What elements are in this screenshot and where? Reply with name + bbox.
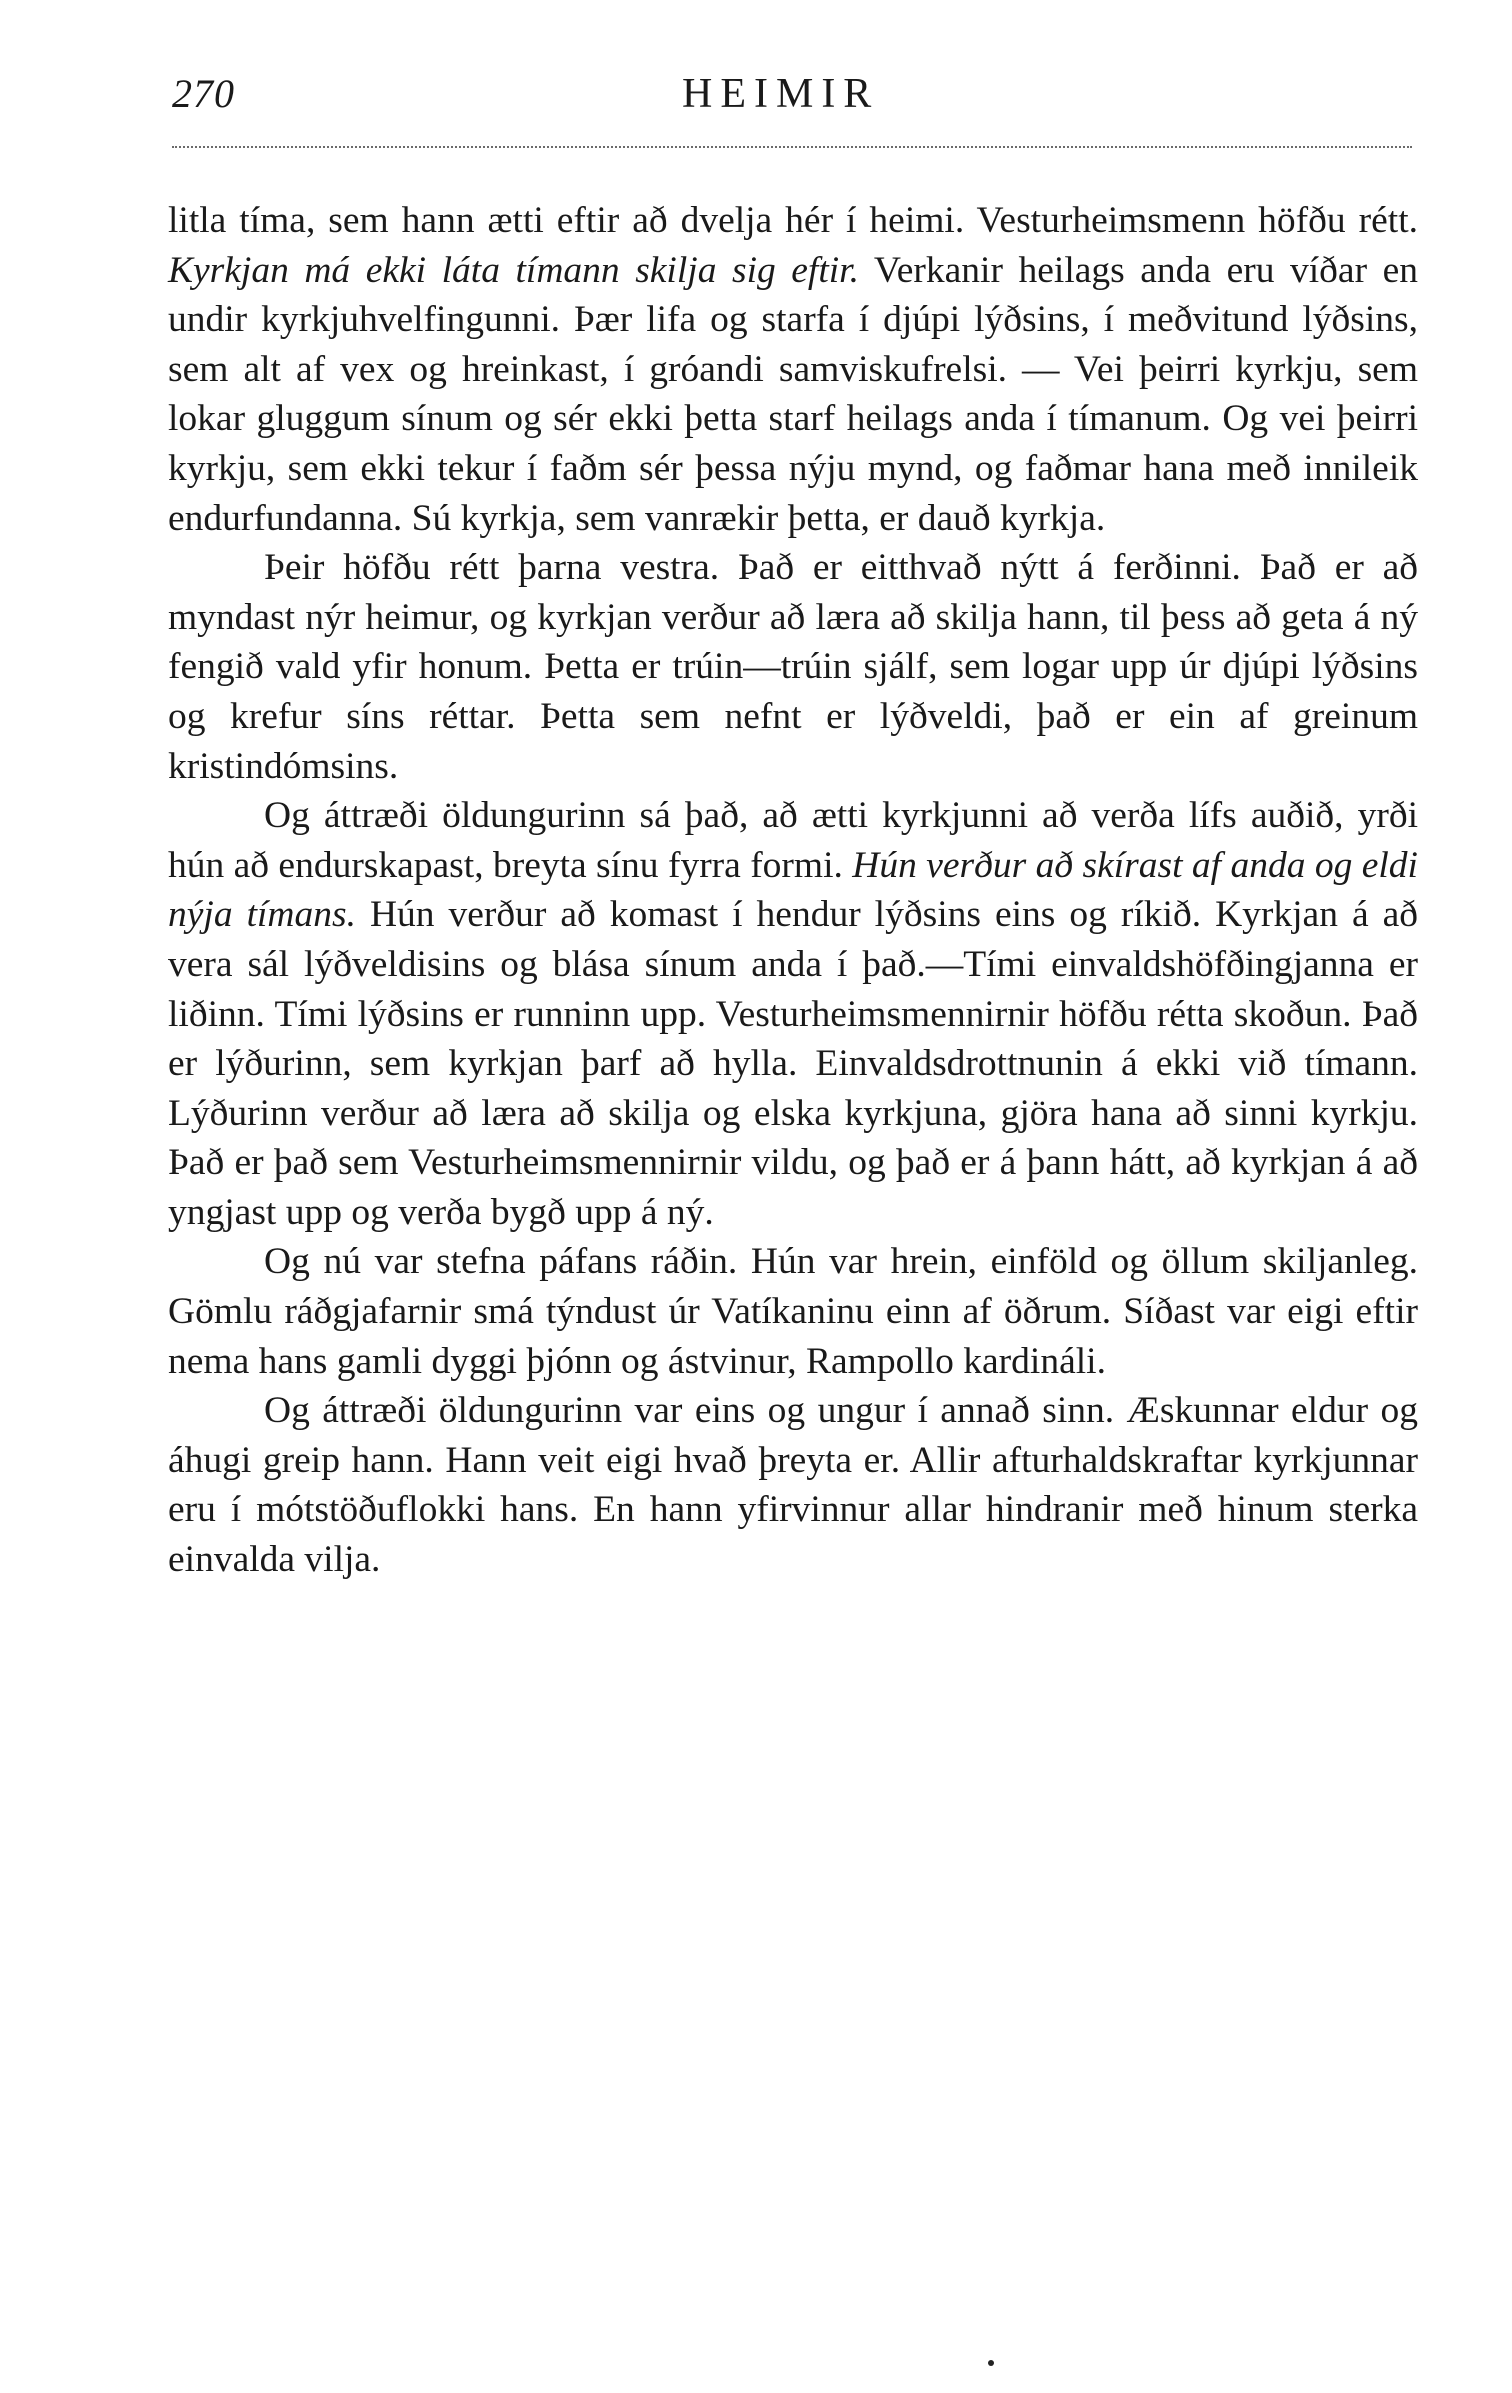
page-header — [172, 70, 1412, 140]
italic-text-segment: Kyrkjan má ekki láta tímann skilja sig eftir. — [168, 249, 859, 291]
italic-text-segment: Hún verður að skírast af anda og eldi nýja tímans. — [168, 844, 1418, 936]
paragraph — [168, 543, 1418, 791]
paragraph — [168, 791, 1418, 1237]
stray-mark — [988, 2360, 994, 2366]
text-segment: Hún verður að komast í hendur lýðsins eins og ríkið. Kyrkjan á að vera sál lýðveldisins og blása sínum anda í það.—Tími einvaldshöfðingjanna er liðinn. Tími lýðsins er runninn upp. Vesturheimsmennirnir höfðu rétta skoðun. Það er lýðurinn, sem kyrkjan þarf að hylla. Einvaldsdrottnunin á ekki við tímann. Lýðurinn verður að læra að skilja og elska kyrkjuna, gjöra hana að sinni kyrkju. Það er það sem Vesturheimsmennirnir vildu, og það er á þann hátt, að kyrkjan á að yngjast upp og verða bygð upp á ný. — [168, 894, 1418, 1233]
paragraph — [168, 1386, 1418, 1584]
text-segment: Og nú var stefna páfans ráðin. Hún var hrein, einföld og öllum skiljanleg. Gömlu ráðgjafarnir smá týndust úr Vatíkaninu einn af öðrum. Síðast var eigi eftir nema hans gamli dyggi þjónn og ástvinur, Rampollo kardináli. — [168, 1241, 1418, 1382]
text-segment: Og áttræði öldungurinn sá það, að ætti kyrkjunni að verða lífs auðið, yrði hún að endurskapast, breyta sínu fyrra formi. — [168, 795, 1418, 886]
body-text — [168, 196, 1418, 1585]
header-rule — [172, 146, 1412, 148]
text-segment: Og áttræði öldungurinn var eins og ungur í annað sinn. Æskunnar eldur og áhugi greip hann. Hann veit eigi hvað þreyta er. Allir afturhaldskraftar kyrkjunnar eru í mótstöðuflokki hans. En hann yfirvinnur allar hindranir með hinum sterka einvalda vilja. — [168, 1390, 1418, 1581]
page-number: 270 — [172, 71, 235, 116]
paragraph — [168, 1237, 1418, 1386]
running-head: HEIMIR — [682, 71, 880, 117]
text-segment: litla tíma, sem hann ætti eftir að dvelja hér í heimi. Vesturheimsmenn höfðu rétt. — [168, 200, 1418, 241]
text-segment: Þeir höfðu rétt þarna vestra. Það er eitthvað nýtt á ferðinni. Það er að myndast nýr heimur, og kyrkjan verður að læra að skilja hann, til þess að geta á ný fengið vald yfir honum. Þetta er trúin—trúin sjálf, sem logar upp úr djúpi lýðsins og krefur síns réttar. Þetta sem nefnt er lýðveldi, það er ein af greinum kristindómsins. — [168, 547, 1418, 787]
paragraph — [168, 196, 1418, 543]
text-segment: Verkanir heilags anda eru víðar en undir kyrkjuhvelfingunni. Þær lifa og starfa í djúpi lýðsins, í meðvitund lýðsins, sem alt af vex og hreinkast, í gróandi samviskufrelsi. — Vei þeirri kyrkju, sem lokar gluggum sínum og sér ekki þetta starf heilags anda í tímanum. Og vei þeirri kyrkju, sem ekki tekur í faðm sér þessa nýju mynd, og faðmar hana með innileik endurfundanna. Sú kyrkja, sem vanrækir þetta, er dauð kyrkja. — [168, 249, 1418, 539]
